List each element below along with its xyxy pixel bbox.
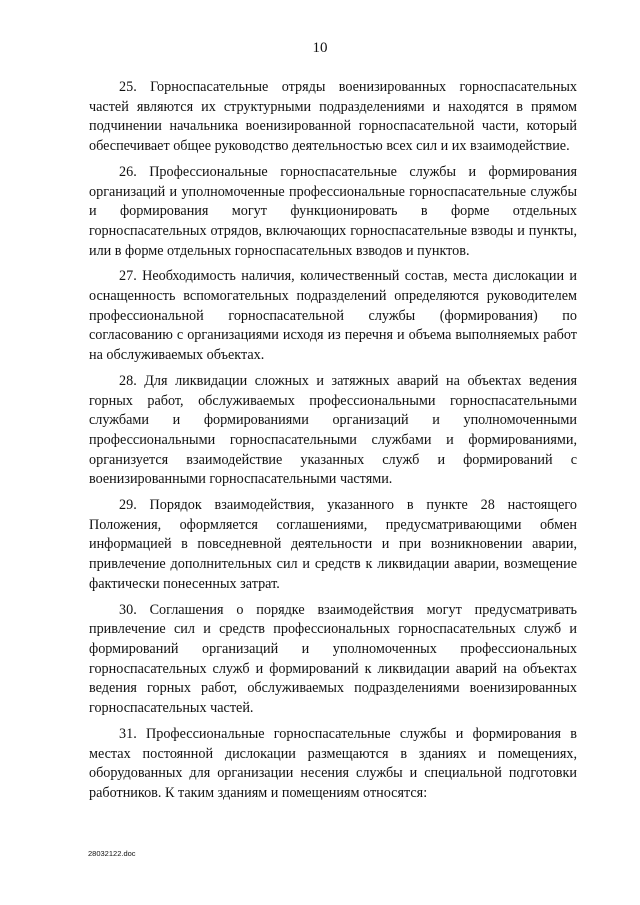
paragraph-26: 26. Профессиональные горноспасательные службы и формирования организаций и уполномоченные профессиональные горноспасательные службы и формирования могут функционировать в форме отдельных горноспасательных отрядов, включающих горноспасательные взводы и пункты, или в форме отдельных горноспасательных взводов и пунктов. [89,163,577,259]
paragraph-31: 31. Профессиональные горноспасательные службы и формирования в местах постоянной дислокации размещаются в зданиях и помещениях, оборудованных для организации несения службы и специальной подготовки работников. К таким зданиям и помещениям относятся: [89,725,577,801]
paragraph-29: 29. Порядок взаимодействия, указанного в пункте 28 настоящего Положения, оформляется соглашениями, предусматривающими обмен информацией в повседневной деятельности и при возникновении аварии, привлечение дополнительных сил и средств к ликвидации аварии, возмещение фактически понесенных затрат. [89,497,577,592]
paragraph-30: 30. Соглашения о порядке взаимодействия могут предусматривать привлечение сил и средств профессиональных горноспасательных служб и формирований организаций и уполномоченных профессиональных горноспасательных служб и формирований к ликвидации аварий на объектах ведения горных работ, обслуживаемых подразделениями военизированных горноспасательных частей. [89,601,577,717]
paragraph-27: 27. Необходимость наличия, количественный состав, места дислокации и оснащенность вспомогательных подразделений определяются руководителем профессиональной горноспасательной службы (формирования) по согласованию с организациями исходя из перечня и объема выполняемых работ на обслуживаемых объектах. [89,268,577,364]
paragraph-28: 28. Для ликвидации сложных и затяжных аварий на объектах ведения горных работ, обслуживаемых профессиональными горноспасательными службами и формированиями организаций и уполномоченными профессиональными горноспасательными службами и формированиями, организуется взаимодействие указанных служб и формирований с военизированными горноспасательными частями. [89,372,577,488]
document-body [89,78,577,810]
document-file-code: 28032122.doc [88,849,136,858]
paragraph-25: 25. Горноспасательные отряды военизированных горноспасательных частей являются их структурными подразделениями и находятся в прямом подчинении начальника военизированной горноспасательной части, который обеспечивает общее руководство деятельностью всех сил и их взаимодействие. [89,79,577,155]
page-number: 10 [312,40,328,56]
